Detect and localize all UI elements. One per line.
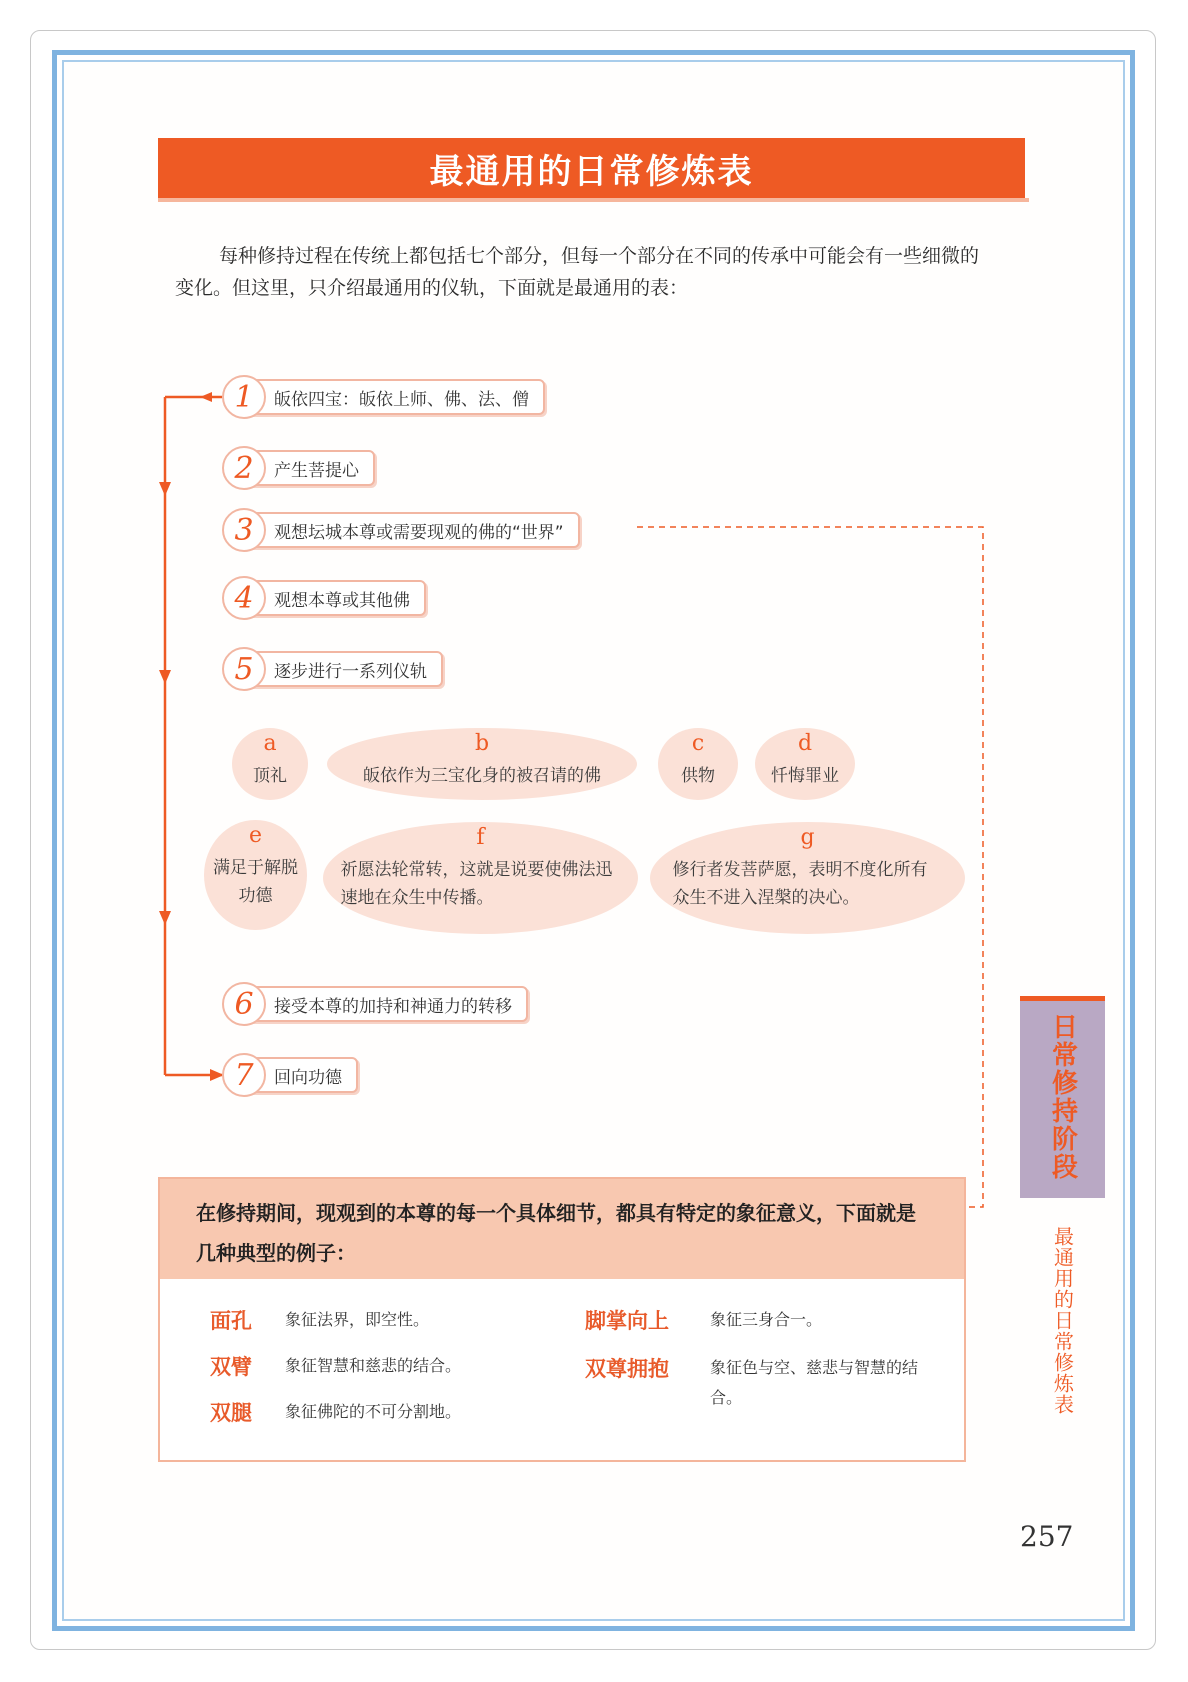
- substep-letter: a: [263, 731, 277, 756]
- step-4: [234, 580, 426, 616]
- substep-a: [232, 728, 308, 800]
- substep-d: [755, 728, 855, 800]
- symbol-desc: 象征法界，即空性。: [285, 1310, 430, 1329]
- symbol-desc: 象征智慧和慈悲的结合。: [285, 1356, 462, 1375]
- page-number: 257: [1020, 1520, 1074, 1553]
- step-label: 观想坛城本尊或需要现观的佛的“世界”: [274, 522, 564, 543]
- step-number: 3: [222, 508, 266, 552]
- step-label: 皈依四宝：皈依上师、佛、法、僧: [274, 389, 529, 410]
- step-3: [234, 512, 580, 548]
- step-label: 逐步进行一系列仪轨: [274, 661, 427, 682]
- step-label: 产生菩提心: [274, 460, 359, 481]
- page-title: 最通用的日常修炼表: [158, 138, 1025, 198]
- substep-b: [327, 728, 637, 800]
- substep-text: 忏悔罪业: [771, 766, 839, 786]
- step-label: 观想本尊或其他佛: [274, 590, 410, 611]
- substep-e: [204, 820, 307, 930]
- substep-g: [650, 822, 965, 934]
- symbol-term: 脚掌向上: [585, 1308, 669, 1333]
- down-arrow-icon: [159, 670, 171, 684]
- symbol-term: 面孔: [210, 1308, 252, 1333]
- substep-letter: d: [797, 731, 813, 756]
- down-arrow-icon: [159, 911, 171, 925]
- section-subtitle-label: 最通用的日常修炼表: [1050, 1226, 1075, 1415]
- step-number: 5: [222, 647, 266, 691]
- symbol-term: 双臂: [210, 1354, 252, 1379]
- section-side-subtitle: [1037, 1226, 1087, 1415]
- step-number: 7: [222, 1053, 266, 1097]
- step-label: 接受本尊的加持和神通力的转移: [274, 996, 512, 1017]
- symbol-desc: 象征色与空、慈悲与智慧的结合。: [710, 1358, 919, 1407]
- symbolism-heading: 在修持期间，现观到的本尊的每一个具体细节，都具有特定的象征意义，下面就是几种典型的例子：: [160, 1179, 964, 1279]
- step-7: [234, 1057, 358, 1093]
- step-1: [234, 379, 545, 415]
- step-number: 4: [222, 576, 266, 620]
- step-5: [234, 651, 443, 687]
- step-2: [234, 450, 375, 486]
- substep-text: 皈依作为三宝化身的被召请的佛: [363, 766, 601, 786]
- symbol-term: 双尊拥抱: [585, 1356, 669, 1381]
- substep-letter: f: [476, 825, 485, 850]
- substep-letter: g: [800, 825, 815, 850]
- intro-paragraph: 每种修持过程在传统上都包括七个部分，但每一个部分在不同的传承中可能会有一些细微的变化。但这里，只介绍最通用的仪轨，下面就是最通用的表：: [175, 245, 980, 299]
- chapter-tab-label: 日常修持阶段: [1047, 1013, 1078, 1181]
- step-6: [234, 986, 528, 1022]
- substep-c: [658, 728, 738, 800]
- down-arrow-icon: [159, 482, 171, 496]
- step-number: 6: [222, 982, 266, 1026]
- symbol-desc: 象征佛陀的不可分割地。: [285, 1402, 462, 1421]
- step-number: 1: [222, 375, 266, 419]
- substep-text: 满足于解脱功德: [213, 858, 298, 906]
- substep-text: 修行者发菩萨愿，表明不度化所有众生不进入涅槃的决心。: [672, 860, 928, 908]
- step-number: 2: [222, 446, 266, 490]
- symbol-term: 双腿: [210, 1400, 252, 1425]
- substep-letter: b: [474, 731, 490, 756]
- step-label: 回向功德: [274, 1067, 342, 1088]
- chapter-side-tab: [1020, 996, 1105, 1198]
- symbol-desc: 象征三身合一。: [710, 1310, 823, 1329]
- substep-f: [323, 822, 638, 934]
- substep-text: 祈愿法轮常转，这就是说要使佛法迅速地在众生中传播。: [340, 860, 613, 908]
- arrow-to-step1-icon: [200, 392, 212, 402]
- substep-text: 供物: [681, 766, 715, 786]
- substep-letter: c: [691, 731, 705, 756]
- substep-text: 顶礼: [253, 766, 287, 786]
- substep-letter: e: [248, 823, 263, 848]
- symbolism-box: [158, 1177, 966, 1462]
